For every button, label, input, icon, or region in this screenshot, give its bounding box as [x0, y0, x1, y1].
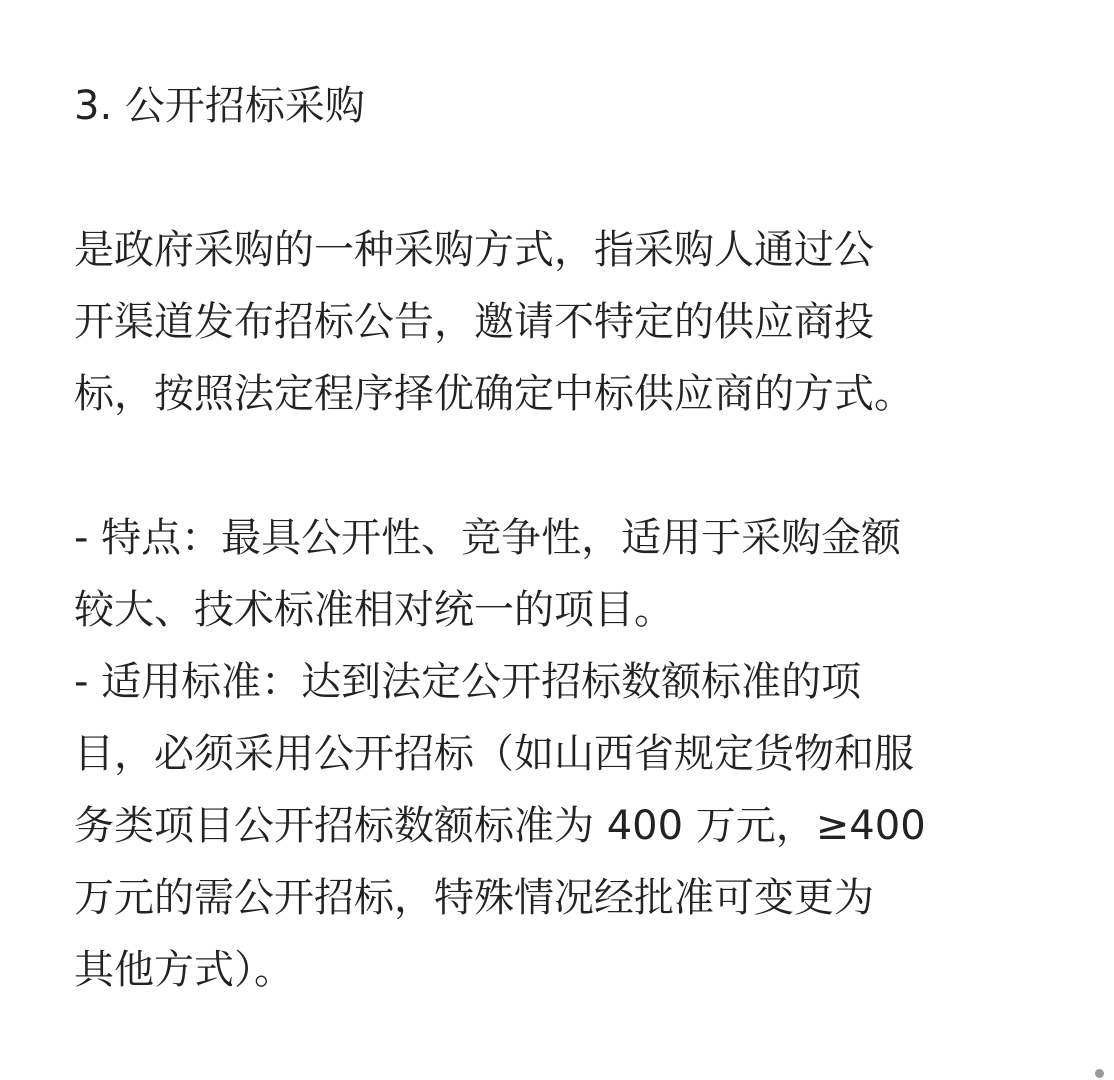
- standard-line-4: 万元的需公开招标，特殊情况经批准可变更为: [74, 875, 874, 921]
- feature-line-2: 较大、技术标准相对统一的项目。: [74, 587, 674, 633]
- standard-line-1: - 适用标准：达到法定公开招标数额标准的项: [74, 659, 862, 705]
- standard-line-2: 目，必须采用公开招标（如山西省规定货物和服: [74, 731, 914, 777]
- definition-line-3: 标，按照法定程序择优确定中标供应商的方式。: [74, 371, 914, 417]
- standard-line-3: 务类项目公开招标数额标准为 400 万元，≥400: [74, 803, 926, 849]
- scroll-indicator: [1095, 1069, 1104, 1078]
- standard-line-5: 其他方式）。: [74, 947, 294, 993]
- feature-line-1: - 特点：最具公开性、竞争性，适用于采购金额: [74, 515, 902, 561]
- definition-line-1: 是政府采购的一种采购方式，指采购人通过公: [74, 227, 874, 273]
- section-heading: 3. 公开招标采购: [74, 83, 365, 129]
- definition-line-2: 开渠道发布招标公告，邀请不特定的供应商投: [74, 299, 874, 345]
